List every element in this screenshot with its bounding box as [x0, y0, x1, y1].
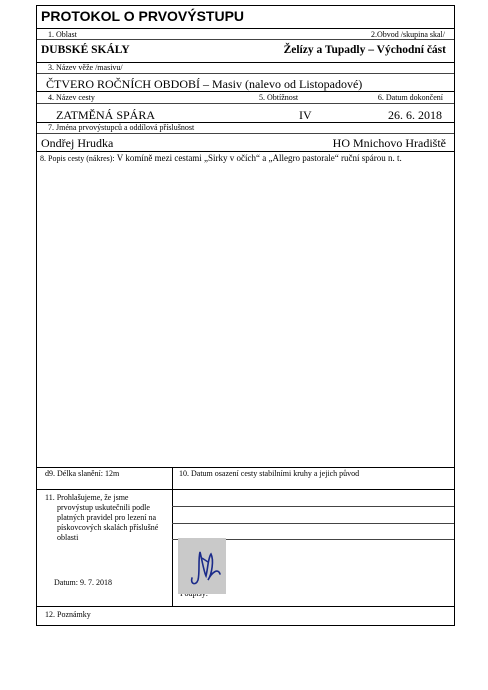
divider	[37, 39, 454, 40]
oblast-label: 1. Oblast	[48, 30, 77, 39]
oblast-value: DUBSKÉ SKÁLY	[41, 44, 130, 56]
delka-label: d9. Délka slanění: 12m	[45, 469, 120, 478]
divider	[37, 103, 454, 104]
divider	[172, 506, 454, 507]
vez-label: 3. Název věže /masivu/	[48, 63, 123, 72]
prohlaseni-line: pískovcových skalách příslušné	[57, 523, 159, 532]
popis-value: V komíně mezi cestami „Sirky v očích“ a „Allegro pastorale“ ruční spárou n. t.	[116, 153, 402, 163]
datum-dokonceni-label: 6. Datum dokončení	[377, 93, 443, 102]
signature-icon	[178, 538, 226, 594]
jmena-club: HO Mnichovo Hradiště	[332, 136, 446, 150]
jmena-name: Ondřej Hrudka	[41, 136, 114, 150]
obvod-value: Želízy a Tupadly – Východní část	[283, 44, 446, 56]
divider	[37, 489, 454, 490]
signature-image	[178, 538, 226, 594]
divider	[37, 151, 454, 152]
divider	[172, 467, 173, 489]
cesta-value: ZATMĚNÁ SPÁRA	[56, 108, 156, 122]
divider	[37, 467, 454, 468]
protocol-form	[36, 5, 455, 626]
prohlaseni-line: prvovýstup uskutečnili podle	[57, 503, 150, 512]
popis-label-text: 8. Popis cesty (nákres):	[40, 154, 115, 163]
prohlaseni-datum: Datum: 9. 7. 2018	[54, 578, 112, 587]
datum-dokonceni-value: 26. 6. 2018	[388, 108, 442, 122]
form-title: PROTOKOL O PRVOVÝSTUPU	[41, 8, 245, 24]
divider	[37, 606, 454, 607]
vez-value: ČTVERO ROČNÍCH OBDOBÍ – Masiv (nalevo od Listopadové)	[46, 77, 363, 91]
jmena-label: 7. Jména prvovýstupců a oddílová příslušnost	[48, 123, 195, 132]
obtiznost-value: IV	[299, 108, 312, 122]
poznamky-label: 12. Poznámky	[45, 610, 91, 619]
osazeni-label: 10. Datum osazení cesty stabilními kruhy a jejich původ	[179, 469, 360, 478]
divider	[172, 523, 454, 524]
cesta-label: 4. Název cesty	[48, 93, 95, 102]
prohlaseni-line: 11. Prohlašujeme, že jsme	[45, 493, 129, 502]
popis-label	[40, 154, 402, 163]
obvod-label: 2.Obvod /skupina skal/	[371, 30, 445, 39]
prohlaseni-line: platných pravidel pro lezení na	[57, 513, 157, 522]
obtiznost-label: 5. Obtížnost	[259, 93, 299, 102]
divider	[37, 91, 454, 92]
divider	[37, 133, 454, 134]
divider	[37, 28, 454, 29]
divider	[37, 73, 454, 74]
prohlaseni-line: oblasti	[57, 533, 79, 542]
